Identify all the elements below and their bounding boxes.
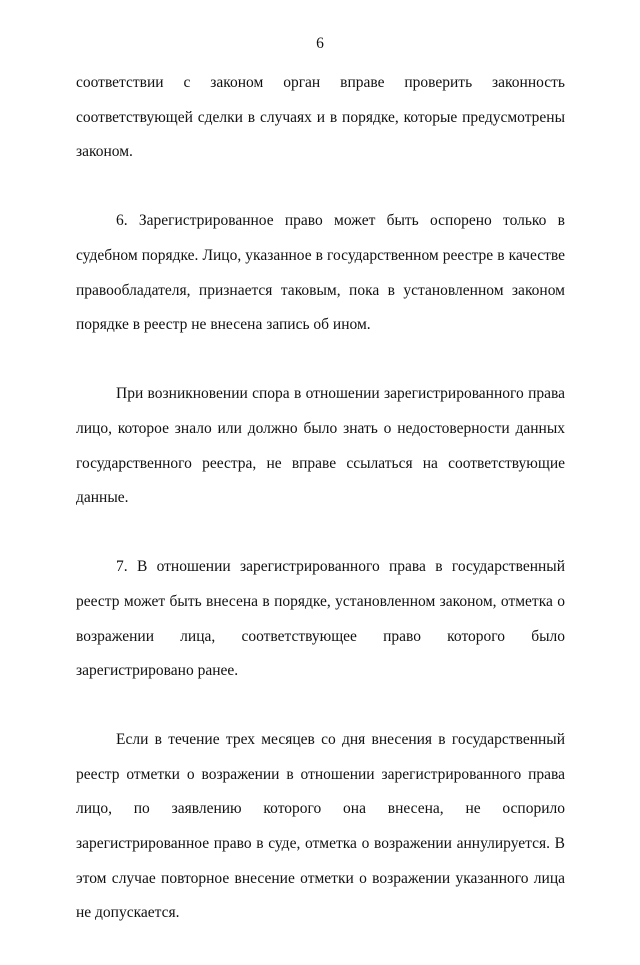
- paragraph-objection-annulment: Если в течение трех месяцев со дня внесения в государственный реестр отметки о возражении в отношении зарегистрированного права лицо, по заявлению которого она внесена, не оспорило зарегистрированное право в суде, отметка о возражении аннулируется. В этом случае повторное внесение отметки о возражении указанного лица не допускается.: [76, 731, 565, 922]
- paragraph-item-6: 6. Зарегистрированное право может быть оспорено только в судебном порядке. Лицо, указанное в государственном реестре в качестве правообладателя, признается таковым, пока в установленном законом порядке в реестр не внесена запись об ином.: [76, 212, 565, 334]
- paragraph-item-7: 7. В отношении зарегистрированного права в государственный реестр может быть внесена в порядке, установленном законом, отметка о возражении лица, соответствующее право которого было зарегистрировано ранее.: [76, 558, 565, 680]
- paragraph-dispute: При возникновении спора в отношении зарегистрированного права лицо, которое знало или должно было знать о недостоверности данных государственного реестра, не вправе ссылаться на соответствующие данные.: [76, 385, 565, 507]
- paragraph-continuation: соответствии с законом орган вправе проверить законность соответствующей сделки в случаях и в порядке, которые предусмотрены законом.: [76, 74, 565, 161]
- document-body: [76, 66, 565, 965]
- page-number: 6: [316, 35, 324, 52]
